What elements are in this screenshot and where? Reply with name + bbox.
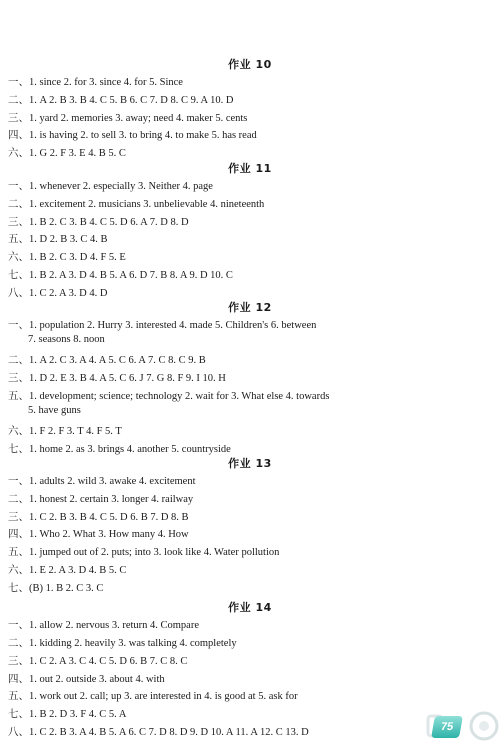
answer-line: 二、1. excitement 2. musicians 3. unbelievable 4. nineteenth [8,199,265,210]
section-title-hw12: 作业 12 [228,301,272,314]
answer-line: 7. seasons 8. noon [28,334,105,345]
answer-line: 二、1. honest 2. certain 3. longer 4. railway [8,494,194,505]
answer-line: 一、1. population 2. Hurry 3. interested 4. made 5. Children's 6. between [8,320,317,331]
answer-line: 5. have guns [28,405,81,416]
answer-line: 二、1. kidding 2. heavily 3. was talking 4. completely [8,638,237,649]
answer-line: 四、1. Who 2. What 3. How many 4. How [8,529,189,540]
answer-line: 七、1. home 2. as 3. brings 4. another 5. countryside [8,444,231,455]
section-title-hw10: 作业 10 [228,58,272,71]
answer-line: 七、1. B 2. D 3. F 4. C 5. A [8,709,127,720]
answer-line: 八、1. C 2. B 3. A 4. B 5. A 6. C 7. D 8. D 9. D 10. A 11. A 12. C 13. D [8,727,309,738]
section-title-hw11: 作业 11 [228,162,272,175]
answer-line: 二、1. A 2. C 3. A 4. A 5. C 6. A 7. C 8. C 9. B [8,355,206,366]
answer-line: 二、1. A 2. B 3. B 4. C 5. B 6. C 7. D 8. C 9. A 10. D [8,95,234,106]
answer-line: 五、1. work out 2. call; up 3. are interested in 4. is good at 5. ask for [8,691,298,702]
answer-line: 七、(B) 1. B 2. C 3. C [8,583,104,594]
answer-line: 三、1. D 2. E 3. B 4. A 5. C 6. J 7. G 8. F 9. I 10. H [8,373,226,384]
answer-line: 五、1. D 2. B 3. C 4. B [8,234,108,245]
answer-line: 四、1. is having 2. to sell 3. to bring 4. to make 5. has read [8,130,257,141]
answer-line: 六、1. B 2. C 3. D 4. F 5. E [8,252,126,263]
answer-line: 四、1. out 2. outside 3. about 4. with [8,674,165,685]
answer-line: 六、1. G 2. F 3. E 4. B 5. C [8,148,126,159]
answer-line: 七、1. B 2. A 3. D 4. B 5. A 6. D 7. B 8. A 9. D 10. C [8,270,233,281]
section-title-hw13: 作业 13 [228,457,272,470]
page-number-badge: 75 [431,716,463,738]
section-title-hw14: 作业 14 [228,601,272,614]
answer-line: 一、1. allow 2. nervous 3. return 4. Compare [8,620,200,631]
answer-line: 一、1. adults 2. wild 3. awake 4. excitement [8,476,196,487]
answer-line: 一、1. since 2. for 3. since 4. for 5. Since [8,77,183,88]
answer-line: 六、1. F 2. F 3. T 4. F 5. T [8,426,122,437]
answer-line: 六、1. E 2. A 3. D 4. B 5. C [8,565,127,576]
answer-line: 八、1. C 2. A 3. D 4. D [8,288,108,299]
answer-line: 一、1. whenever 2. especially 3. Neither 4. page [8,181,213,192]
answer-line: 三、1. C 2. B 3. B 4. C 5. D 6. B 7. D 8. B [8,512,189,523]
answer-line: 三、1. C 2. A 3. C 4. C 5. D 6. B 7. C 8. C [8,656,188,667]
answer-line: 三、1. yard 2. memories 3. away; need 4. maker 5. cents [8,113,248,124]
answer-line: 五、1. development; science; technology 2. wait for 3. What else 4. towards [8,391,330,402]
answer-line: 五、1. jumped out of 2. puts; into 3. look like 4. Water pollution [8,547,280,558]
answer-line: 三、1. B 2. C 3. B 4. C 5. D 6. A 7. D 8. D [8,217,189,228]
